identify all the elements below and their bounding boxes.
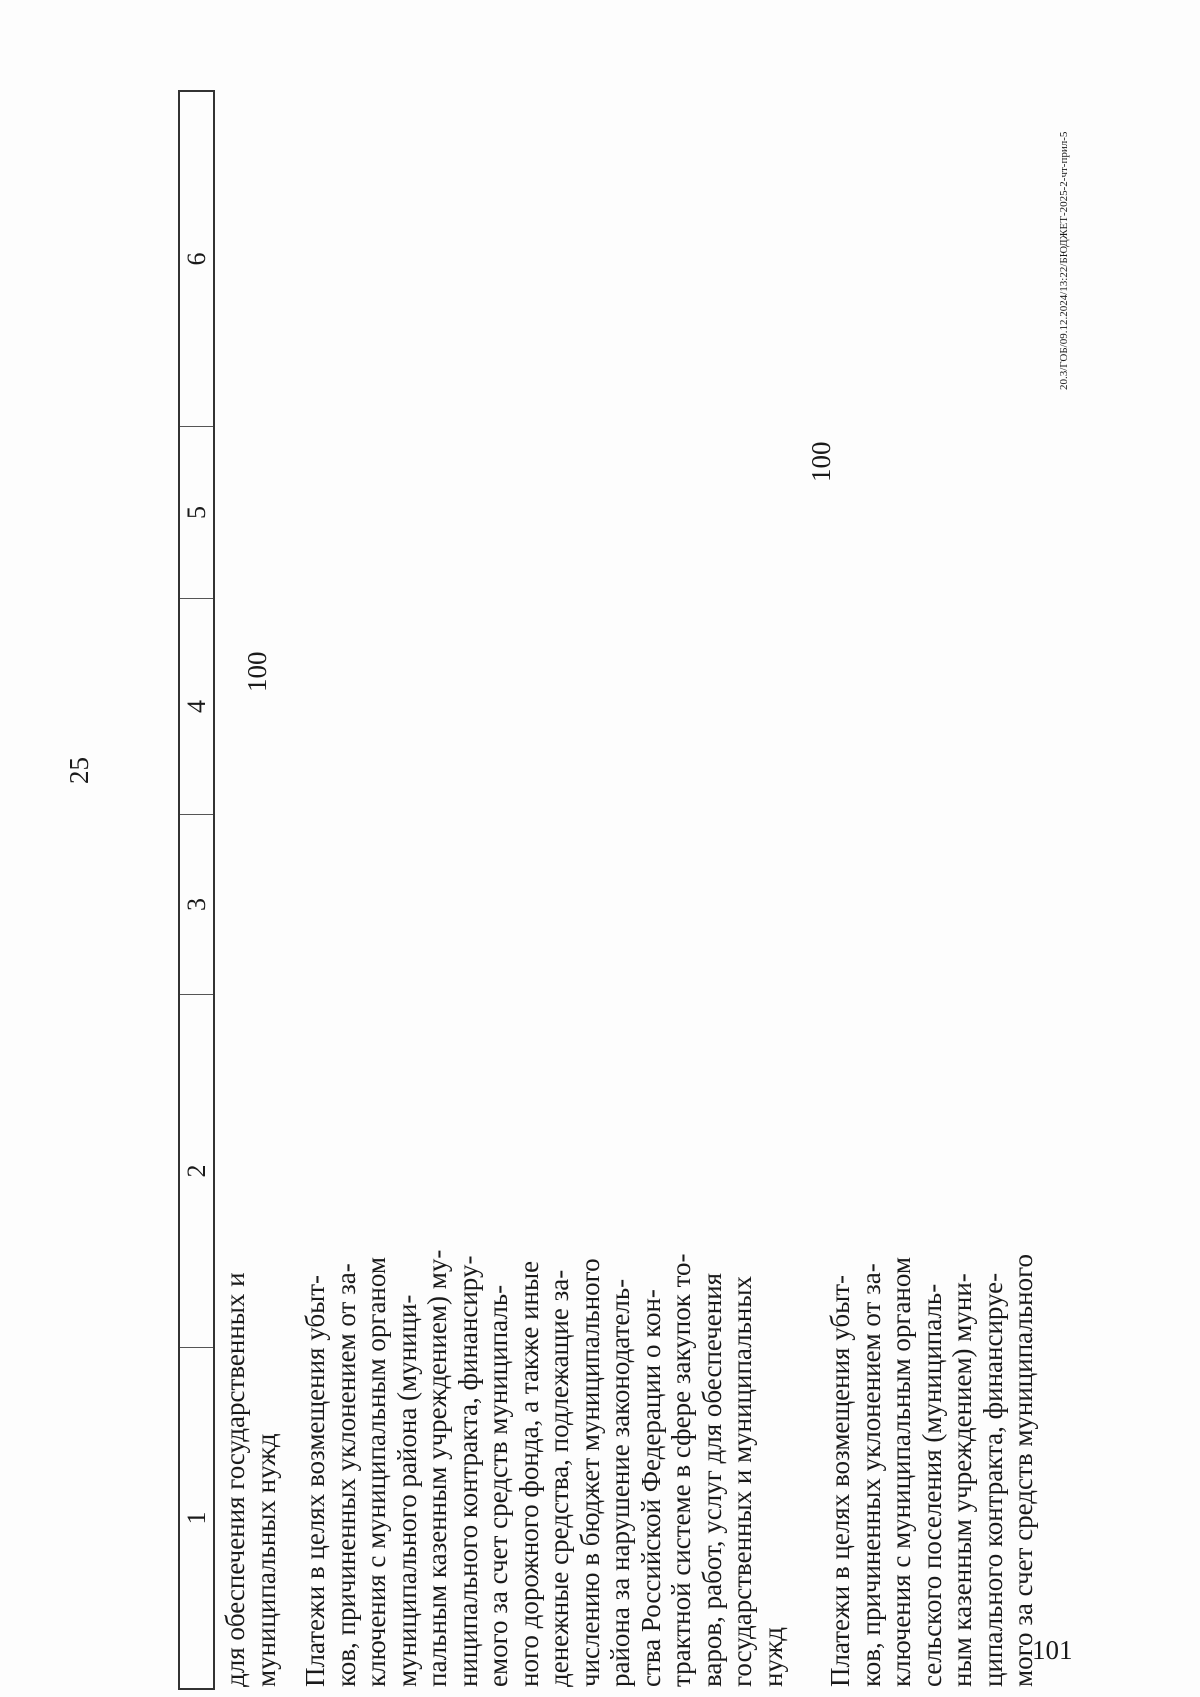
text-line: варов, работ, услуг для обеспечения [696,1272,727,1687]
text-line: мого за счет средств муниципального [1008,1253,1038,1687]
column-number-6: 6 [180,92,213,427]
text-line: ципального контракта, финансируе- [977,1272,1008,1687]
text-line: для обеспечения государственных и [220,1272,250,1687]
text-line: сельского поселения (муниципаль- [916,1283,947,1687]
row-1-value: 100 [806,441,836,482]
text-line: Платежи в целях возмещения убыт- [825,1274,855,1687]
text-line: ков, причиненных уклонением от за- [855,1263,886,1687]
row-1-description [300,1207,788,1687]
rotated-table-content [64,90,1130,1690]
text-line: ключения с муниципальным органом [886,1257,916,1687]
text-line: муниципального района (муници- [391,1294,422,1687]
text-line: ключения с муниципальным органом [361,1257,391,1687]
text-line: муниципальных нужд [250,1433,281,1687]
footer-code-text: 20.3/ГОБ/09.12.2024/13:22/БЮДЖЕТ-2025-2-чт-прил-5 [1058,131,1070,390]
text-line: ного дорожного фонда, а также иные [513,1260,544,1687]
text-line: трактной системе в сфере закупок то- [666,1253,696,1687]
sheet-number: 101 [1032,1635,1073,1665]
column-number-header [178,90,215,1690]
text-line: ниципального контракта, финансиру- [452,1255,483,1687]
text-line: ков, причиненных уклонением от за- [330,1263,361,1687]
page-number: 25 [64,757,94,784]
text-line: пальным казенным учреждением) му- [422,1249,452,1687]
row-0-description [220,1207,281,1687]
row-0-value: 100 [242,651,272,692]
column-number-3: 3 [180,815,213,995]
column-number-4: 4 [180,599,213,815]
text-line: ства Российской Федерации о кон- [635,1289,666,1687]
column-number-5: 5 [180,427,213,599]
text-line: денежные средства, подлежащие за- [544,1269,574,1687]
text-line: Платежи в целях возмещения убыт- [300,1274,330,1687]
text-line: государственных и муниципальных [727,1276,757,1687]
text-line: района за нарушение законодатель- [605,1278,635,1687]
column-number-2: 2 [180,995,213,1348]
text-line: числению в бюджет муниципального [574,1258,605,1687]
text-line: емого за счет средств муниципаль- [483,1284,513,1687]
text-line: ным казенным учреждением) муни- [947,1273,977,1687]
text-line: нужд [757,1627,788,1687]
row-2-description [825,1207,1039,1687]
column-number-1: 1 [181,1511,211,1525]
